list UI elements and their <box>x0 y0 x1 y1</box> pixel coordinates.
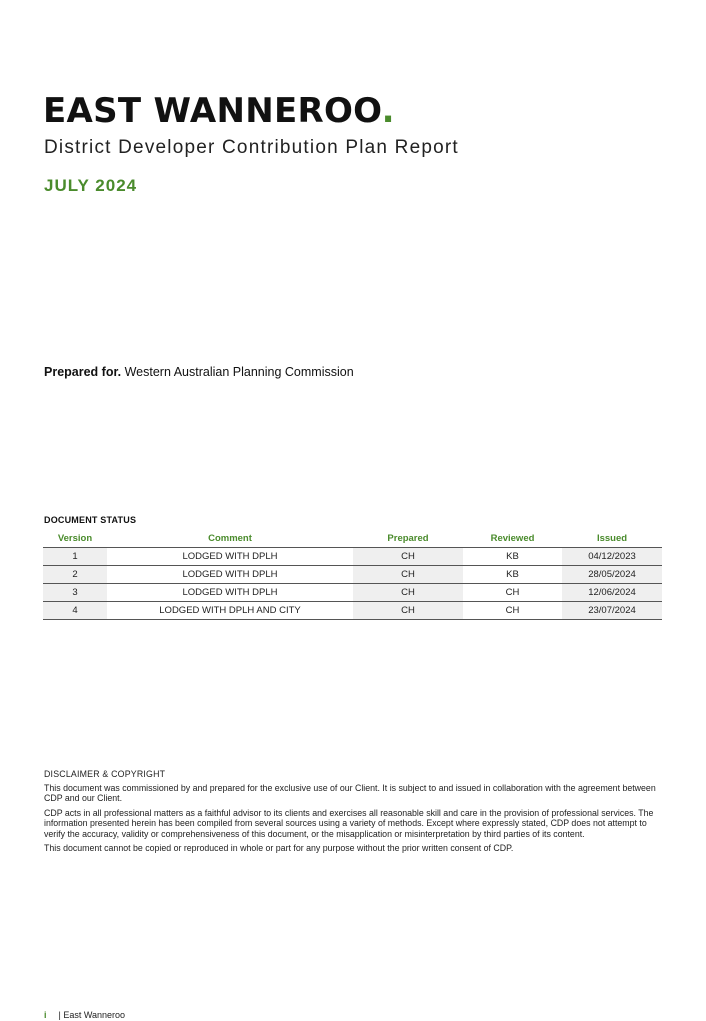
disclaimer-heading: DISCLAIMER & COPYRIGHT <box>44 769 166 779</box>
prepared-for-label: Prepared for <box>44 365 118 379</box>
document-status-heading: DOCUMENT STATUS <box>44 515 137 525</box>
report-title <box>43 90 395 132</box>
cell-reviewed: CH <box>463 602 562 620</box>
column-header-comment: Comment <box>107 529 353 548</box>
cell-comment: LODGED WITH DPLH <box>107 548 353 566</box>
column-header-version: Version <box>43 529 107 548</box>
column-header-reviewed: Reviewed <box>463 529 562 548</box>
prepared-for-value: Western Australian Planning Commission <box>124 365 354 379</box>
cell-version: 2 <box>43 566 107 584</box>
footer-text: | East Wanneroo <box>58 1010 126 1020</box>
cell-comment: LODGED WITH DPLH AND CITY <box>107 602 353 620</box>
table-row <box>43 602 662 620</box>
cell-reviewed: KB <box>463 548 562 566</box>
table-row <box>43 566 662 584</box>
cell-reviewed: KB <box>463 566 562 584</box>
column-header-prepared: Prepared <box>353 529 463 548</box>
table-row <box>43 584 662 602</box>
cell-version: 3 <box>43 584 107 602</box>
cell-comment: LODGED WITH DPLH <box>107 584 353 602</box>
cell-issued: 28/05/2024 <box>562 566 662 584</box>
report-title-dot: . <box>381 91 395 131</box>
table-row <box>43 548 662 566</box>
column-header-issued: Issued <box>562 529 662 548</box>
document-status-table <box>43 529 662 620</box>
report-subtitle: District Developer Contribution Plan Report <box>44 137 459 158</box>
table-header-row <box>43 529 662 548</box>
page-number: i <box>44 1010 47 1020</box>
cell-version: 4 <box>43 602 107 620</box>
disclaimer-section <box>44 769 666 858</box>
cell-issued: 12/06/2024 <box>562 584 662 602</box>
cell-issued: 23/07/2024 <box>562 602 662 620</box>
cell-prepared: CH <box>353 566 463 584</box>
cell-reviewed: CH <box>463 584 562 602</box>
cell-version: 1 <box>43 548 107 566</box>
cell-prepared: CH <box>353 584 463 602</box>
cell-comment: LODGED WITH DPLH <box>107 566 353 584</box>
disclaimer-paragraph: CDP acts in all professional matters as a faithful advisor to its clients and exercises all reasonable skill and care in the provision of professional services. The information presented herein has been compiled from several sources using a variety of methods. Except where expressly stated, CDP does not attempt to verify the accuracy, validity or comprehensiveness of this document, or the misapplication or misinterpretation by third parties of its content. <box>44 807 654 839</box>
prepared-for-separator: . <box>117 365 122 379</box>
disclaimer-paragraph: This document was commissioned by and prepared for the exclusive use of our Client. It is subject to and issued in collaboration with the agreement between CDP and our Client. <box>44 782 656 803</box>
disclaimer-paragraph: This document cannot be copied or reproduced in whole or part for any purpose without the prior written consent of CDP. <box>44 843 514 853</box>
cell-prepared: CH <box>353 548 463 566</box>
report-title-text: EAST WANNEROO <box>43 91 382 131</box>
page-footer <box>44 1010 125 1020</box>
prepared-for <box>44 365 354 379</box>
report-date: JULY 2024 <box>44 176 138 195</box>
cell-prepared: CH <box>353 602 463 620</box>
cell-issued: 04/12/2023 <box>562 548 662 566</box>
